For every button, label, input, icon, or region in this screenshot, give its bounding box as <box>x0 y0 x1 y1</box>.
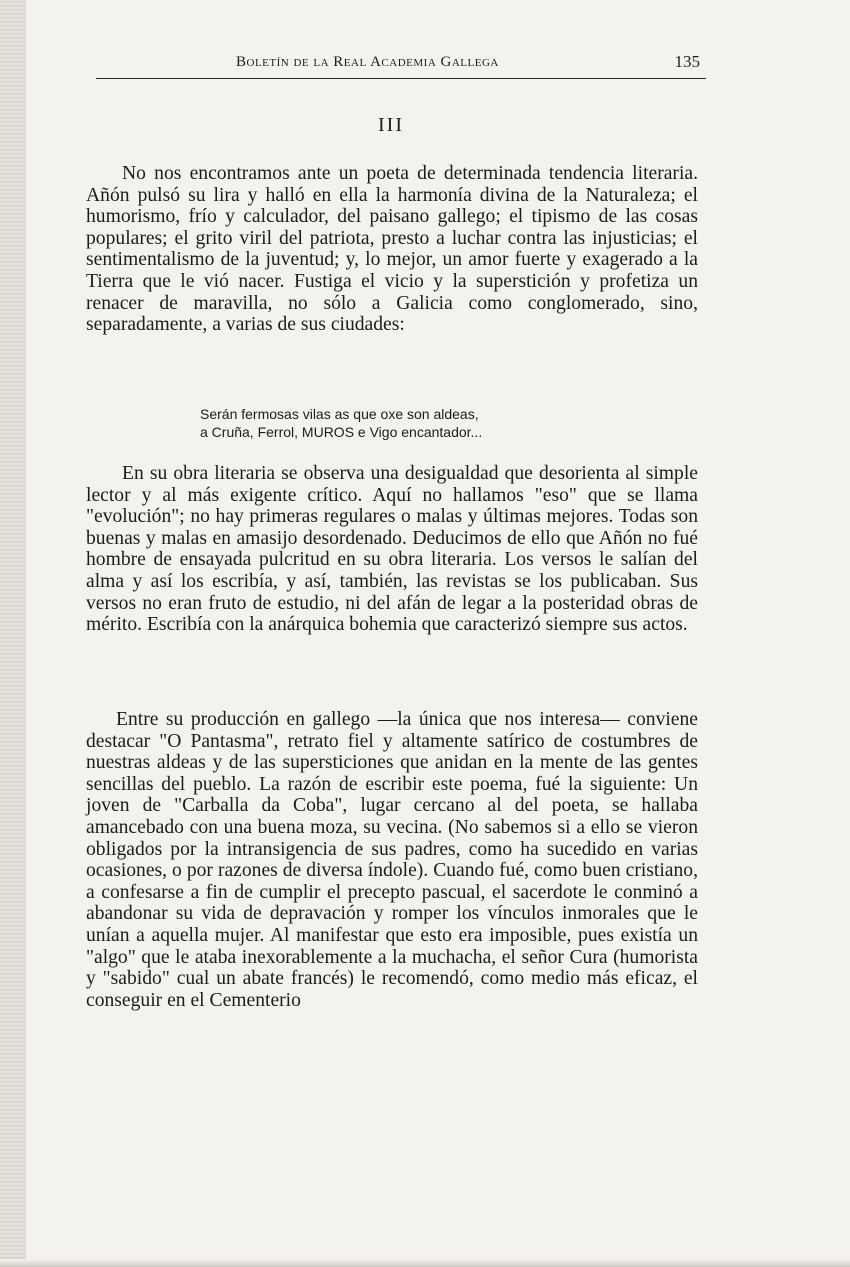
verse-line-2: a Cruña, Ferrol, MUROS e Vigo encantador... <box>200 424 483 440</box>
running-header <box>96 50 706 79</box>
page-bottom-edge <box>0 1259 850 1267</box>
verse-quote <box>200 405 620 441</box>
paragraph-o-pantasma: Entre su producción en gallego —la única que nos interesa— conviene destacar "O Pantasma", retrato fiel y altamente satírico de costumbres de nuestras aldeas y de las supersticiones que anidan en la mente de las gentes sencillas del pueblo. La razón de escribir este poema, fué la siguiente: Un joven de "Carballa da Coba", lugar cercano al del poeta, se hallaba amancebado con una buena moza, su vecina. (No sabemos si a ello se vieron obligados por la intransigencia de sus padres, como ha sucedido en varias ocasiones, o por razones de diversa índole). Cuando fué, como buen cristiano, a confesarse a fin de cumplir el precepto pascual, el sacerdote le conminó a abandonar su vida de depravación y romper los vínculos inmorales que le unían a aquella mujer. Al manifestar que esto era imposible, pues existía un "algo" que le ataba inexorablemente a la muchacha, el señor Cura (humorista y "sabido" cual un abate francés) le recomendó, como medio más eficaz, el conseguir en el Cementerio <box>86 709 698 1011</box>
paragraph-intro: No nos encontramos ante un poeta de determinada tendencia literaria. Añón pulsó su lira y halló en ella la harmonía divina de la Naturaleza; el humorismo, frío y calculador, del paisano gallego; el tipismo de las cosas populares; el grito viril del patriota, presto a luchar contra las injusticias; el sentimentalismo de la juventud; y, lo mejor, un amor fuerte y exagerado a la Tierra que le vió nacer. Fustiga el vicio y la superstición y profetiza un renacer de maravilla, no sólo a Galicia como conglomerado, sino, separadamente, a varias de sus ciudades: <box>86 163 698 336</box>
page-number: 135 <box>674 52 700 71</box>
paragraph-literary-work: En su obra literaria se observa una desigualdad que desorienta al simple lector y al más exigente crítico. Aquí no hallamos "eso" que se llama "evolución"; no hay primeras regulares o malas y últimas mejores. Todas son buenas y malas en amasijo desordenado. Deducimos de ello que Añón no fué hombre de ensayada pulcritud en su obra literaria. Los versos le salían del alma y así los escribía, y así, también, las revistas se los publicaban. Sus versos no eran fruto de estudio, ni del afán de legar a la posteridad obras de mérito. Escribía con la anárquica bohemia que caracterizó siempre sus actos. <box>86 463 698 636</box>
verse-line-1: Serán fermosas vilas as que oxe son aldeas, <box>200 406 479 422</box>
section-number: III <box>378 114 404 136</box>
page-edge-shadow <box>0 0 26 1267</box>
journal-title: Boletín de la Real Academia Gallega <box>236 54 499 70</box>
